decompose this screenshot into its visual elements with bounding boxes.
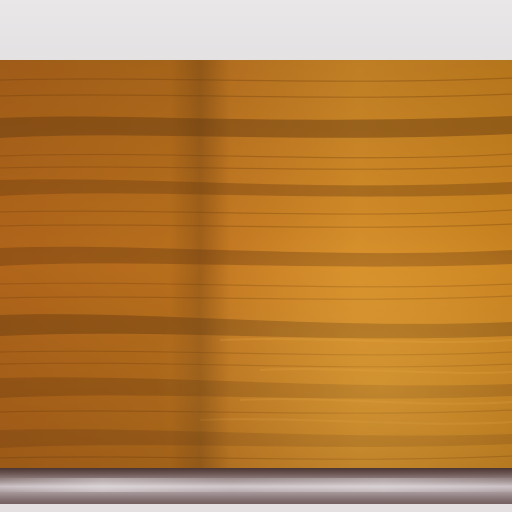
vertical-shade <box>0 60 512 470</box>
wall-backdrop <box>0 0 512 62</box>
trim-sheen <box>0 478 512 492</box>
wood-panel <box>0 60 512 470</box>
wood-grain-texture <box>0 60 512 470</box>
floor-edge <box>0 504 512 512</box>
